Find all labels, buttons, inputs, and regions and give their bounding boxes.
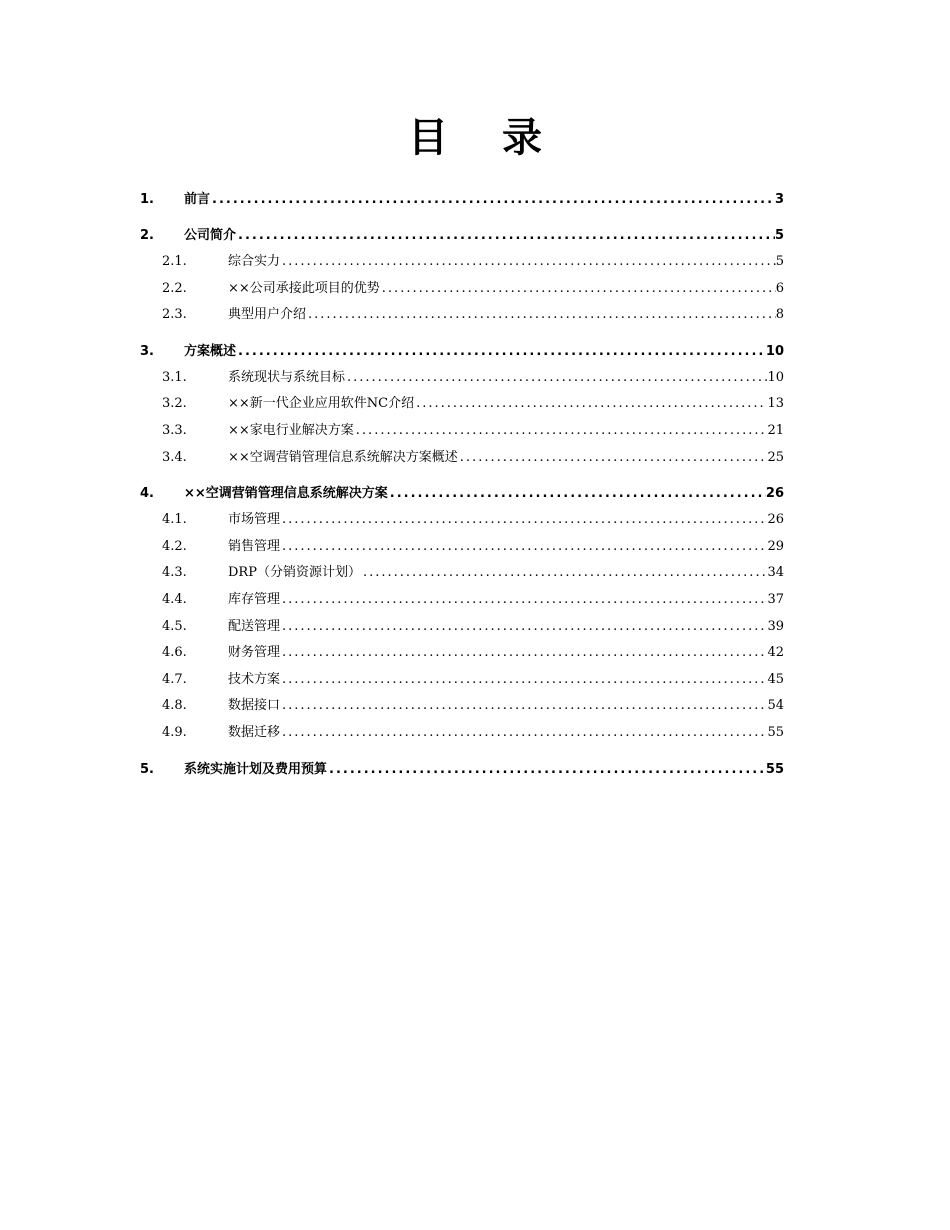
toc-entry-4-2[interactable] bbox=[140, 535, 784, 562]
toc-page-number: 37 bbox=[767, 591, 784, 607]
toc-number: 3.1. bbox=[162, 369, 187, 385]
toc-leader bbox=[236, 344, 766, 359]
page-title bbox=[0, 112, 950, 164]
toc-title: DRP（分销资源计划） bbox=[228, 565, 361, 581]
toc-title: ××空调营销管理信息系统解决方案概述 bbox=[228, 449, 458, 465]
toc-page-number: 25 bbox=[767, 449, 784, 465]
toc-page-number: 55 bbox=[767, 724, 784, 740]
toc-entry-4-9[interactable] bbox=[140, 721, 784, 748]
toc-title: ××空调营销管理信息系统解决方案 bbox=[184, 486, 388, 502]
toc-leader bbox=[280, 645, 767, 660]
toc-title: 数据接口 bbox=[228, 698, 281, 714]
toc-title: 技术方案 bbox=[228, 671, 281, 687]
toc-entry-3[interactable] bbox=[140, 340, 784, 366]
toc-number: 4. bbox=[140, 486, 154, 502]
toc-entry-3-4[interactable] bbox=[140, 446, 784, 473]
toc-page-number: 26 bbox=[765, 486, 784, 502]
toc-title: ××新一代企业应用软件NC介绍 bbox=[228, 396, 415, 412]
toc-title: 销售管理 bbox=[228, 538, 281, 554]
toc-number: 4.9. bbox=[162, 724, 187, 740]
toc-leader bbox=[280, 592, 767, 607]
toc-number: 3. bbox=[140, 343, 154, 359]
toc-page-number: 45 bbox=[767, 671, 784, 687]
toc-entry-4-4[interactable] bbox=[140, 588, 784, 615]
toc-entry-2-2[interactable] bbox=[140, 277, 784, 304]
toc-page-number: 39 bbox=[767, 618, 784, 634]
toc-entry-2-1[interactable] bbox=[140, 250, 784, 277]
toc-number: 3.3. bbox=[162, 422, 187, 438]
toc-page-number: 3 bbox=[774, 192, 784, 207]
toc-page-number: 54 bbox=[767, 698, 784, 714]
toc-page-number: 21 bbox=[767, 422, 784, 438]
toc-page-number: 8 bbox=[775, 307, 784, 323]
toc-title: 公司简介 bbox=[184, 228, 237, 243]
toc-entry-4-5[interactable] bbox=[140, 615, 784, 642]
toc-entry-3-2[interactable] bbox=[140, 392, 784, 419]
toc-leader bbox=[280, 725, 767, 740]
toc-number: 2.2. bbox=[162, 280, 187, 296]
toc-leader bbox=[414, 396, 767, 411]
toc-page-number: 6 bbox=[775, 280, 784, 296]
toc-title: 方案概述 bbox=[184, 343, 237, 359]
toc-number: 5. bbox=[140, 761, 154, 777]
toc-title: 数据迁移 bbox=[228, 724, 281, 740]
toc-title: 配送管理 bbox=[228, 618, 281, 634]
toc-title: ××家电行业解决方案 bbox=[228, 422, 354, 438]
toc-number: 4.8. bbox=[162, 698, 187, 714]
toc-number: 4.1. bbox=[162, 512, 187, 528]
toc-entry-4-6[interactable] bbox=[140, 641, 784, 668]
toc-page-number: 42 bbox=[767, 645, 784, 661]
toc-page-number: 10 bbox=[765, 343, 784, 359]
toc-entry-5[interactable] bbox=[140, 758, 784, 784]
toc-leader bbox=[280, 539, 767, 554]
toc-leader bbox=[280, 619, 767, 634]
toc-number: 4.4. bbox=[162, 591, 187, 607]
toc-leader bbox=[388, 486, 766, 501]
toc-page-number: 5 bbox=[775, 254, 784, 269]
toc-leader bbox=[380, 281, 776, 296]
toc-page-number: 29 bbox=[767, 538, 784, 554]
toc-page-number: 34 bbox=[767, 565, 784, 581]
toc-title: 库存管理 bbox=[228, 591, 281, 607]
toc-leader bbox=[345, 370, 767, 385]
toc-number: 4.7. bbox=[162, 671, 187, 687]
toc-leader bbox=[361, 565, 767, 580]
toc-leader bbox=[280, 698, 767, 713]
toc-leader bbox=[306, 307, 776, 322]
toc-entry-3-3[interactable] bbox=[140, 419, 784, 446]
table-of-contents bbox=[140, 188, 784, 784]
toc-page-number: 10 bbox=[767, 369, 784, 385]
toc-title: ××公司承接此项目的优势 bbox=[228, 280, 380, 296]
toc-entry-4-7[interactable] bbox=[140, 668, 784, 695]
toc-leader bbox=[327, 762, 766, 777]
toc-entry-3-1[interactable] bbox=[140, 366, 784, 393]
toc-number: 3.4. bbox=[162, 449, 187, 465]
toc-entry-2-3[interactable] bbox=[140, 303, 784, 330]
toc-leader bbox=[354, 423, 768, 438]
toc-entry-2[interactable] bbox=[140, 224, 784, 250]
toc-leader bbox=[280, 512, 767, 527]
toc-entry-4-1[interactable] bbox=[140, 508, 784, 535]
toc-number: 4.5. bbox=[162, 618, 187, 634]
toc-entry-4[interactable] bbox=[140, 482, 784, 508]
toc-leader bbox=[280, 254, 776, 269]
page-title-part-2: 录 bbox=[502, 114, 542, 161]
toc-number: 3.2. bbox=[162, 396, 187, 412]
toc-leader bbox=[236, 228, 775, 243]
toc-title: 系统实施计划及费用预算 bbox=[184, 761, 328, 777]
toc-number: 4.2. bbox=[162, 538, 187, 554]
toc-title: 财务管理 bbox=[228, 645, 281, 661]
toc-number: 4.3. bbox=[162, 565, 187, 581]
toc-entry-4-3[interactable] bbox=[140, 561, 784, 588]
toc-title: 系统现状与系统目标 bbox=[228, 369, 346, 385]
toc-number: 1. bbox=[140, 192, 154, 207]
toc-leader bbox=[458, 450, 768, 465]
toc-title: 前言 bbox=[184, 192, 211, 207]
toc-title: 综合实力 bbox=[228, 254, 281, 269]
toc-leader bbox=[210, 192, 775, 207]
toc-entry-4-8[interactable] bbox=[140, 694, 784, 721]
toc-number: 2.1. bbox=[162, 254, 187, 269]
toc-page-number: 13 bbox=[767, 396, 784, 412]
toc-number: 2.3. bbox=[162, 307, 187, 323]
toc-page-number: 55 bbox=[765, 761, 784, 777]
page-title-part-1: 目 bbox=[408, 114, 448, 161]
toc-page-number: 5 bbox=[774, 228, 784, 243]
toc-number: 4.6. bbox=[162, 645, 187, 661]
toc-leader bbox=[280, 672, 767, 687]
toc-entry-1[interactable] bbox=[140, 188, 784, 214]
toc-title: 市场管理 bbox=[228, 512, 281, 528]
toc-number: 2. bbox=[140, 228, 154, 243]
toc-title: 典型用户介绍 bbox=[228, 307, 307, 323]
toc-page-number: 26 bbox=[767, 512, 784, 528]
